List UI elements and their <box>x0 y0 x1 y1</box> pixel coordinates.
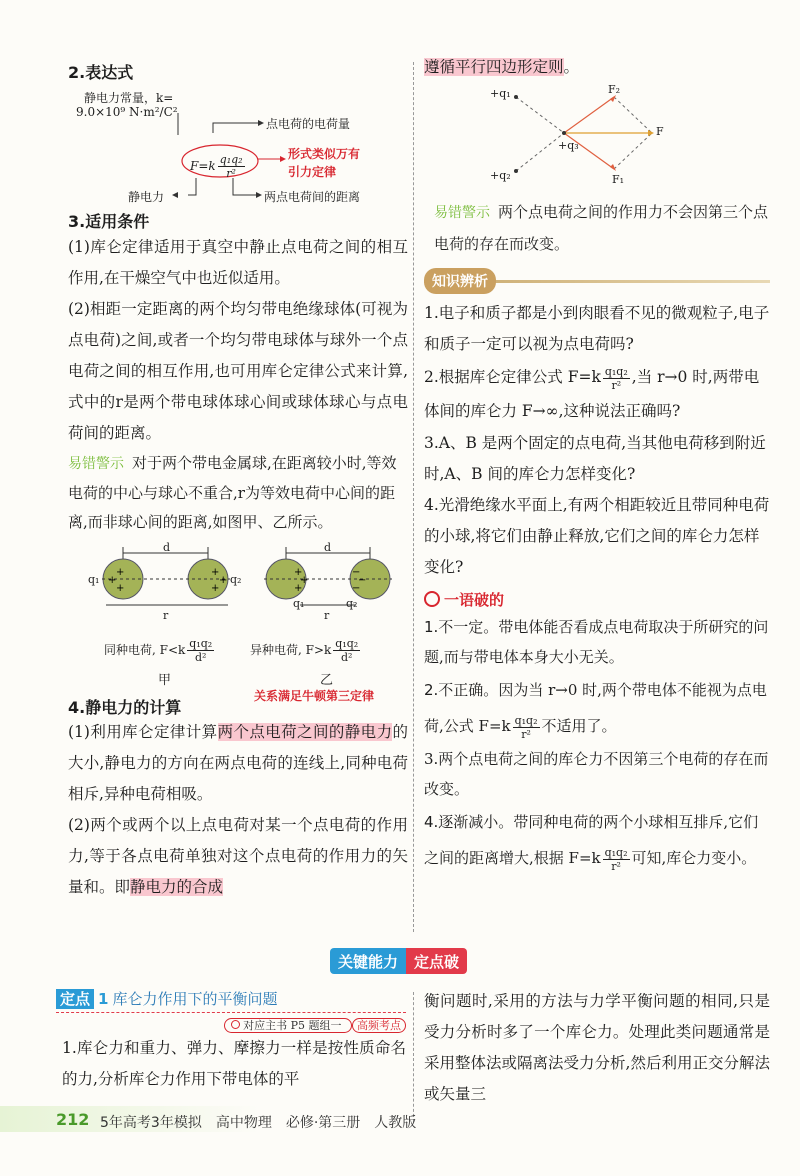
section-3-para-2: (2)相距一定距离的两个均匀带电绝缘球体(可视为点电荷)之间,或者一个均匀带电球体与球外一个点电荷之间的相互作用,也可用库仑定律公式来计算,式中的r是两个带电球体球心间或球体球心与点电荷间的距离。 <box>68 300 408 442</box>
svg-text:−: − <box>352 583 361 594</box>
section-4-title: 4.静电力的计算 <box>68 698 182 717</box>
question-4: 4.光滑绝缘水平面上,有两个相距较近且带同种电荷的小球,将它们由静止释放,它们之间的库仑力怎样变化? <box>424 496 770 576</box>
point-num: 1 <box>98 990 109 1008</box>
vector-diagram <box>424 83 770 193</box>
svg-text:+: + <box>219 575 228 586</box>
fig-left-d: d <box>163 541 171 554</box>
fig-right-name: 乙 <box>320 673 334 688</box>
page-number: 212 <box>56 1110 90 1129</box>
reference-note: 对应主书 P5 题组一 <box>224 1018 352 1033</box>
sphere-drawing <box>68 537 408 687</box>
svg-text:+: + <box>108 575 117 586</box>
formula-text: F=k $\frac{\text{q₁q₂}}{\text{r²}}$ <box>190 153 243 180</box>
sphere-figure <box>68 537 408 687</box>
point-para-right: 衡问题时,采用的方法与力学平衡问题的相同,只是受力分析时多了一个库仑力。处理此类问题通常是采用整体法或隔离法受力分析,然后利用正交分解法或矢量三 <box>424 992 770 1103</box>
svg-text:+: + <box>211 583 220 594</box>
fig-left-r: r <box>163 609 169 622</box>
banner-left: 关键能力 <box>330 948 406 974</box>
red-note-1: 形式类似万有 <box>288 147 361 161</box>
constant-value: 9.0×10⁹ N·m²/C² <box>76 105 178 119</box>
fig-right-d: d <box>324 541 332 554</box>
answer-tag: 一语破的 <box>424 589 770 610</box>
answer-1: 1.不一定。带电体能否看成点电荷取决于所研究的问题,而与带电体本身大小无关。 <box>424 618 769 666</box>
label-f1: F₁ <box>612 173 625 186</box>
label-q2: +q₂ <box>490 169 511 182</box>
point-para-left: 1.库仑力和重力、弹力、摩擦力一样是按性质命名的力,分析库仑力作用下带电体的平 <box>62 1039 406 1088</box>
point-header <box>56 988 406 1013</box>
point-section <box>56 988 406 1095</box>
left-column <box>68 58 408 903</box>
label-f2: F₂ <box>608 83 621 96</box>
highlight-4: 遵循平行四边形定则 <box>424 58 564 76</box>
banner-right: 定点破 <box>406 948 467 974</box>
svg-text:+: + <box>294 583 303 594</box>
svg-text:+: + <box>300 575 309 586</box>
section-3-title: 3.适用条件 <box>68 212 150 231</box>
svg-text:+: + <box>116 567 125 578</box>
key-ability-banner <box>330 948 467 974</box>
warning-block <box>68 449 408 537</box>
fig-right-q1: q₁ <box>293 597 305 610</box>
warning-block-right <box>434 197 770 260</box>
highlight-3: 静电力的合成 <box>130 878 224 896</box>
fig-right-caption: 异种电荷, F>k $\frac{\text{q₁q₂}}{\text{d²}}$ <box>250 637 359 664</box>
frequency-badge: 高频考点 <box>352 1018 406 1033</box>
label-q3: +q₃ <box>558 139 579 152</box>
svg-text:+: + <box>294 567 303 578</box>
point-tag: 定点 <box>56 989 94 1009</box>
target-icon-small <box>231 1020 240 1029</box>
answer-2: 2.不正确。因为当 r→0 时,两个带电体不能视为点电荷,公式 F=k $\frac{\text{q₁q₂}}{\text{r²}}$ 不适用了。 <box>424 681 767 741</box>
vector-drawing <box>424 83 770 193</box>
label-q1: +q₁ <box>490 87 511 100</box>
section-2-title: 2.表达式 <box>68 63 134 82</box>
warning-text-right: 两个点电荷之间的作用力不会因第三个点电荷的存在而改变。 <box>434 203 769 253</box>
question-1: 1.电子和质子都是小到肉眼看不见的微观粒子,电子和质子一定可以视为点电荷吗? <box>424 304 770 353</box>
footer-volume: 必修·第三册 <box>285 1115 361 1131</box>
fig-right-r: r <box>324 609 330 622</box>
right-column <box>424 58 770 876</box>
fig-left-q2: q₂ <box>230 573 242 586</box>
footer-series: 5年高考3年模拟 <box>100 1115 202 1131</box>
point-title: 库仑力作用下的平衡问题 <box>112 990 278 1008</box>
section-4-para-2: (2)两个或两个以上点电荷对某一个点电荷的作用力,等于各点电荷单独对这个点电荷的作用力的矢量和。即静电力的合成 <box>68 816 408 896</box>
target-icon <box>424 591 440 607</box>
formula-arrows <box>68 83 408 203</box>
formula-diagram <box>68 83 408 203</box>
answer-4: 4.逐渐减小。带同种电荷的两个小球相互排斥,它们之间的距离增大,根据 F=k $\frac{\text{q₁q₂}}{\text{r²}}$ 可知,库仑力变小。 <box>424 813 759 873</box>
warning-text: 对于两个带电金属球,在距离较小时,等效电荷的中心与球心不重合,r为等效电荷中心间的距离,而非球心间的距离,如图甲、乙所示。 <box>68 454 397 531</box>
svg-text:−: − <box>352 567 361 578</box>
warning-label-right: 易错警示 <box>434 205 490 221</box>
answer-3: 3.两个点电荷之间的库仑力不因第三个电荷的存在而改变。 <box>424 750 769 798</box>
svg-text:+: + <box>211 567 220 578</box>
section-tag-bar <box>424 266 770 296</box>
fig-left-q1: q₁ <box>88 573 100 586</box>
constant-label: 静电力常量，k= <box>84 91 174 105</box>
fig-left-name: 甲 <box>158 673 172 688</box>
question-3: 3.A、B 是两个固定的点电荷,当其他电荷移到附近时,A、B 间的库仑力怎样变化? <box>424 434 766 483</box>
fig-left-caption: 同种电荷, F<k $\frac{\text{q₁q₂}}{\text{d²}}$ <box>104 637 213 664</box>
section-tag: 知识辨析 <box>424 268 496 294</box>
column-divider <box>413 62 414 932</box>
continued-line: 遵循平行四边形定则。 <box>424 58 580 76</box>
section-4-para-1: (1)利用库仑定律计算两个点电荷之间的静电力的大小,静电力的方向在两点电荷的连线上,同种电荷相斥,异种电荷相吸。 <box>68 723 408 803</box>
highlight-2: 静电力 <box>344 723 393 741</box>
footer-info <box>100 1112 416 1132</box>
red-note-2: 引力定律 <box>288 165 337 179</box>
page-footer <box>0 1102 800 1142</box>
red-note-3: 关系满足牛顿第三定律 <box>254 689 375 703</box>
highlight-1: 两个点电荷之间的 <box>217 723 345 741</box>
label-f: F <box>656 125 664 138</box>
label-charge: 点电荷的电荷量 <box>266 117 351 131</box>
footer-publisher: 人教版 <box>374 1115 417 1131</box>
fig-right-q2: q₂ <box>346 597 358 610</box>
warning-label: 易错警示 <box>68 456 124 472</box>
label-distance: 两点电荷间的距离 <box>264 190 361 204</box>
section-3-para-1: (1)库仑定律适用于真空中静止点电荷之间的相互作用,在干燥空气中也近似适用。 <box>68 238 408 287</box>
point-para-right-wrap <box>424 986 770 1110</box>
question-2: 2.根据库仑定律公式 F=k $\frac{\text{q₁q₂}}{\text{r²}}$ ,当 r→0 时,两带电体间的库仑力 F→∞,这种说法正确吗? <box>424 364 760 420</box>
label-force: 静电力 <box>128 190 165 204</box>
footer-subject: 高中物理 <box>215 1115 272 1131</box>
svg-text:−: − <box>358 575 367 586</box>
svg-text:+: + <box>116 583 125 594</box>
